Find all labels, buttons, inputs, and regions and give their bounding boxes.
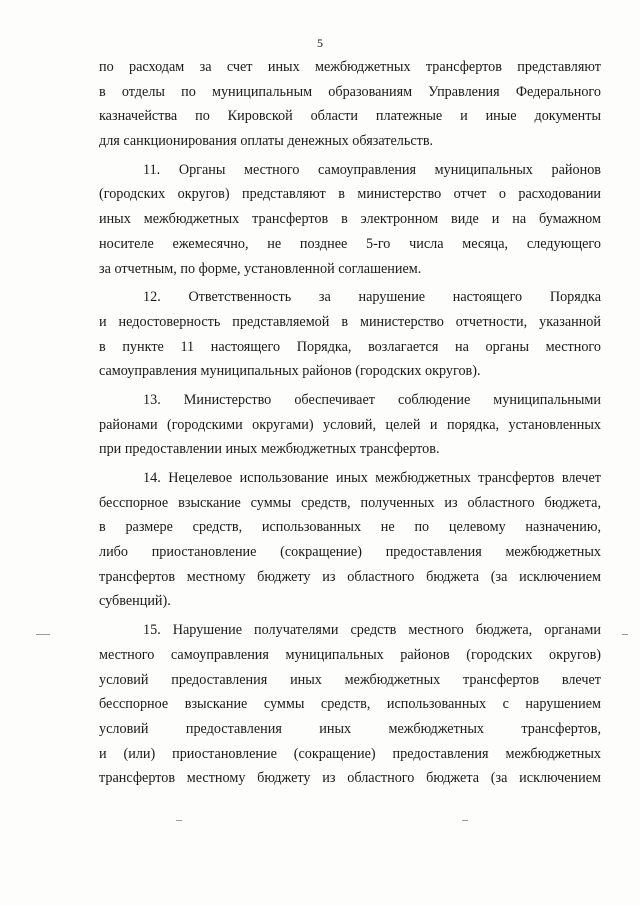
text-line: (городских округов) представляют в министерство отчет о расходовании [99, 186, 601, 203]
text-line: бесспорное взыскание суммы средств, использованных с нарушением [99, 696, 601, 713]
text-line: для санкционирования оплаты денежных обязательств. [99, 133, 434, 150]
document-body [99, 55, 601, 791]
text-line: за отчетным, по форме, установленной соглашением. [99, 260, 422, 277]
text-line: местного самоуправления муниципальных районов (городских округов) [99, 646, 601, 663]
text-line: условий предоставления иных межбюджетных трансфертов влечет [99, 671, 601, 688]
text-line: 13. Министерство обеспечивает соблюдение муниципальными [143, 391, 601, 408]
text-line: бесспорное взыскание суммы средств, полученных из областного бюджета, [99, 494, 601, 511]
text-line: в размере средств, использованных не по целевому назначению, [99, 519, 601, 536]
text-line: 12. Ответственность за нарушение настоящего Порядка [143, 289, 601, 306]
scan-mark [622, 634, 628, 635]
paragraph-13 [99, 388, 601, 462]
paragraph-15 [99, 618, 601, 791]
paragraph-14 [99, 466, 601, 614]
text-line: иных межбюджетных трансфертов в электронном виде и на бумажном [99, 211, 601, 228]
text-line: 14. Нецелевое использование иных межбюджетных трансфертов влечет [143, 470, 601, 486]
scan-mark [462, 820, 468, 821]
text-line: либо приостановление (сокращение) предоставления межбюджетных [99, 544, 601, 561]
text-line: и недостоверность представляемой в министерство отчетности, указанной [99, 313, 601, 330]
scan-mark [176, 820, 182, 821]
text-line: 11. Органы местного самоуправления муниципальных районов [143, 161, 601, 178]
text-line: трансфертов местному бюджету из областного бюджета (за исключением [99, 770, 601, 787]
text-line: условий предоставления иных межбюджетных трансфертов, [99, 720, 601, 737]
text-line: и (или) приостановление (сокращение) предоставления межбюджетных [99, 745, 601, 762]
paragraph-12 [99, 285, 601, 384]
scan-mark [36, 634, 50, 635]
text-line: самоуправления муниципальных районов (городских округов). [99, 363, 481, 380]
text-line: по расходам за счет иных межбюджетных трансфертов представляют [99, 59, 601, 75]
text-line: в отделы по муниципальным образованиям Управления Федерального [99, 83, 601, 100]
text-line: районами (городскими округами) условий, целей и порядка, установленных [99, 416, 601, 433]
text-line: трансфертов местному бюджету из областного бюджета (за исключением [99, 568, 601, 585]
paragraph-11 [99, 158, 601, 281]
text-line: казначейства по Кировской области платежные и иные документы [99, 108, 601, 125]
text-line: 15. Нарушение получателями средств местного бюджета, органами [143, 622, 601, 639]
text-line: носителе ежемесячно, не позднее 5-го числа месяца, следующего [99, 235, 601, 252]
paragraph-continued [99, 55, 601, 154]
text-line: в пункте 11 настоящего Порядка, возлагается на органы местного [99, 338, 601, 355]
text-line: при предоставлении иных межбюджетных трансфертов. [99, 441, 440, 458]
page-number: 5 [317, 36, 323, 50]
text-line: субвенций). [99, 593, 171, 610]
